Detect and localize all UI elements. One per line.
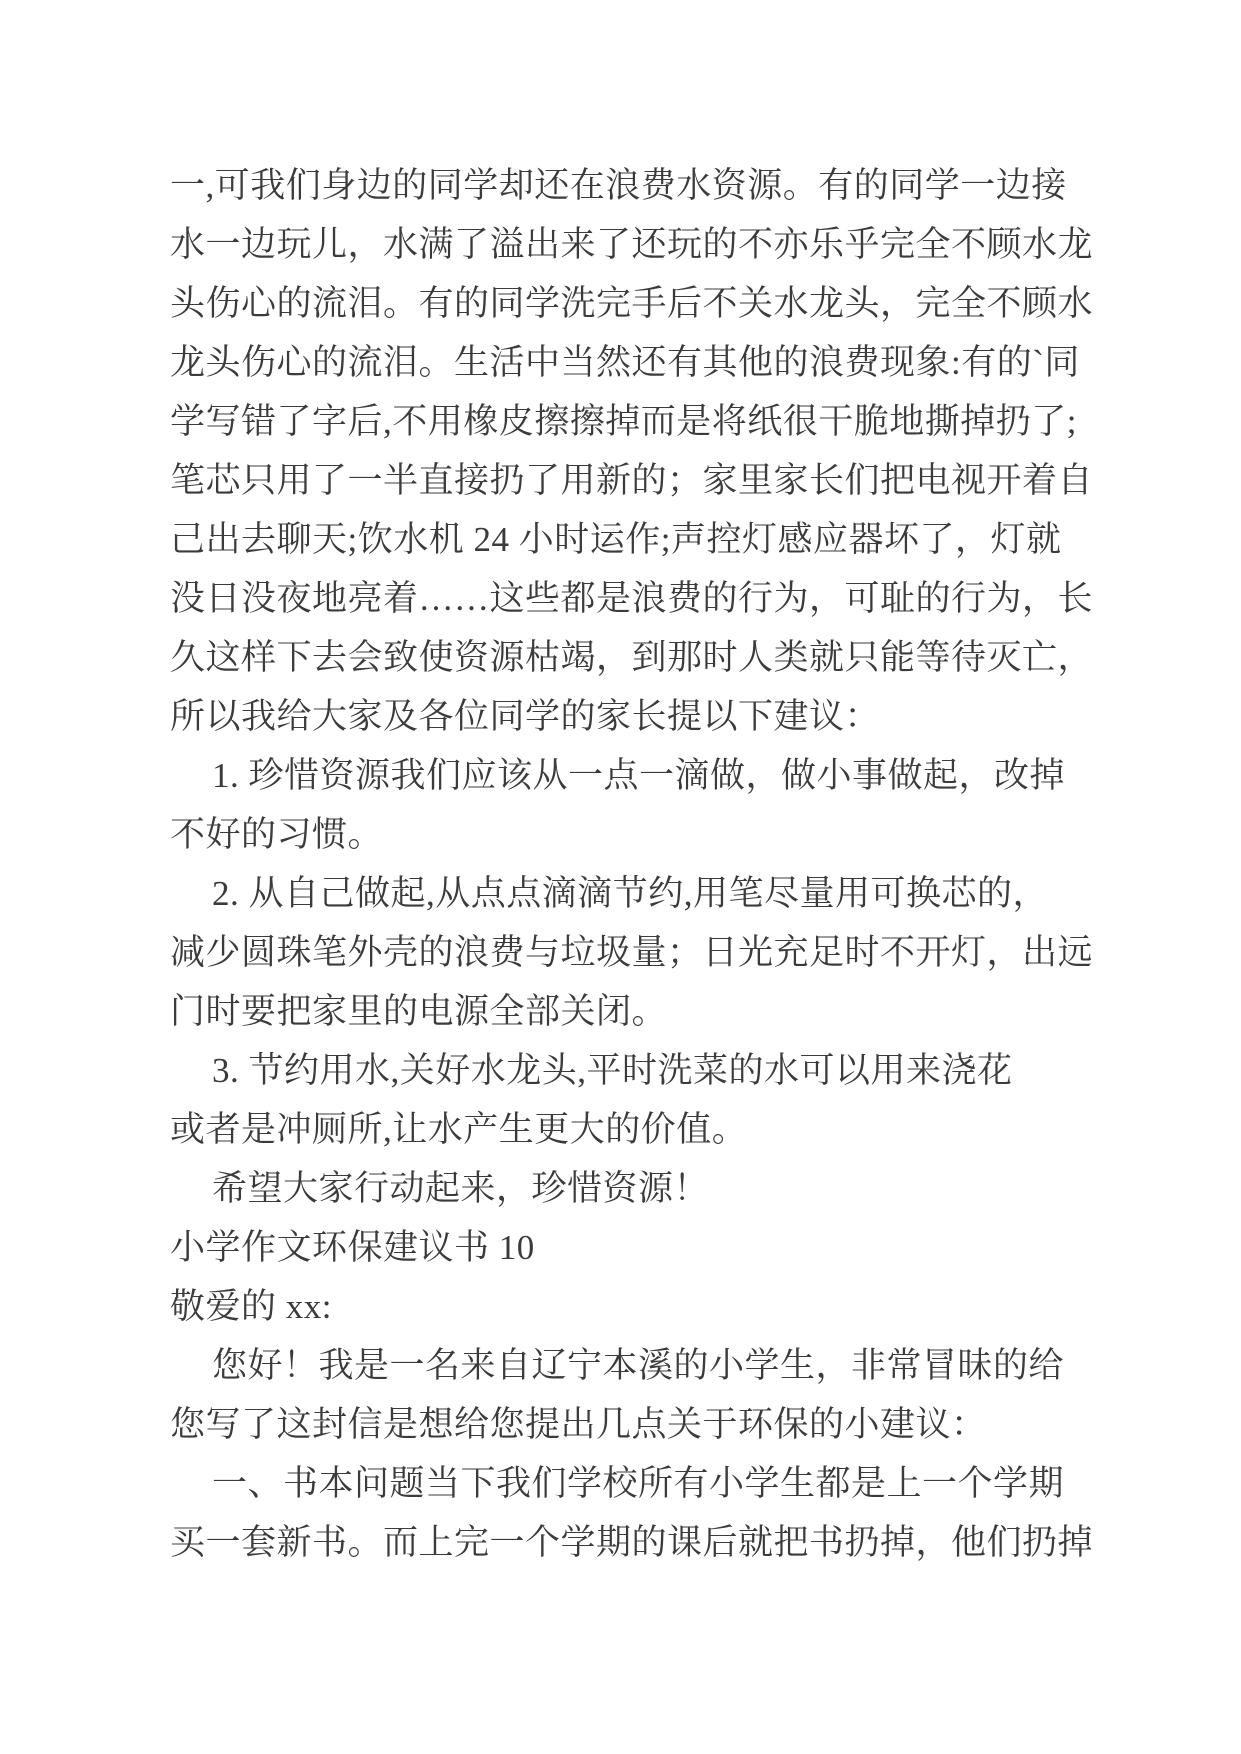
text-line: 己出去聊天;饮水机 24 小时运作;声控灯感应器坏了，灯就 — [170, 520, 1062, 559]
text-line: 一,可我们身边的同学却还在浪费水资源。有的同学一边接 — [170, 166, 1067, 205]
text-line: 减少圆珠笔外壳的浪费与垃圾量；日光充足时不开灯，出远 — [170, 933, 1094, 972]
text-line: 或者是冲厕所,让水产生更大的价值。 — [170, 1110, 748, 1149]
text-line: 不好的习惯。 — [170, 815, 384, 854]
text-line: 2. 从自己做起,从点点滴滴节约,用笔尽量用可换芯的， — [212, 874, 1049, 913]
text-line: 头伤心的流泪。有的同学洗完手后不关水龙头，完全不顾水 — [170, 284, 1094, 323]
text-line: 一、书本问题当下我们学校所有小学生都是上一个学期 — [212, 1464, 1065, 1503]
text-line: 没日没夜地亮着……这些都是浪费的行为，可耻的行为，长 — [170, 579, 1094, 618]
text-line: 敬爱的 xx: — [170, 1287, 332, 1326]
text-line: 您好！我是一名来自辽宁本溪的小学生，非常冒昧的给 — [212, 1346, 1065, 1385]
text-line: 1. 珍惜资源我们应该从一点一滴做，做小事做起，改掉 — [212, 756, 1066, 795]
text-line: 小学作文环保建议书 10 — [170, 1228, 535, 1267]
text-line: 门时要把家里的电源全部关闭。 — [170, 992, 668, 1031]
text-line: 所以我给大家及各位同学的家长提以下建议： — [170, 697, 881, 736]
text-line: 买一套新书。而上完一个学期的课后就把书扔掉，他们扔掉 — [170, 1523, 1094, 1562]
text-line: 久这样下去会致使资源枯竭，到那时人类就只能等待灭亡， — [170, 638, 1094, 677]
essay-text-block — [170, 156, 1094, 1572]
text-line: 笔芯只用了一半直接扔了用新的；家里家长们把电视开着自 — [170, 461, 1094, 500]
text-line: 希望大家行动起来，珍惜资源！ — [212, 1169, 710, 1208]
text-line: 龙头伤心的流泪。生活中当然还有其他的浪费现象:有的`同 — [170, 343, 1080, 382]
text-line: 学写错了字后,不用橡皮擦擦掉而是将纸很干脆地撕掉扔了; — [170, 402, 1077, 441]
text-line: 3. 节约用水,关好水龙头,平时洗菜的水可以用来浇花 — [212, 1051, 1013, 1090]
text-line: 您写了这封信是想给您提出几点关于环保的小建议： — [170, 1405, 987, 1444]
text-line: 水一边玩儿，水满了溢出来了还玩的不亦乐乎完全不顾水龙 — [170, 225, 1094, 264]
